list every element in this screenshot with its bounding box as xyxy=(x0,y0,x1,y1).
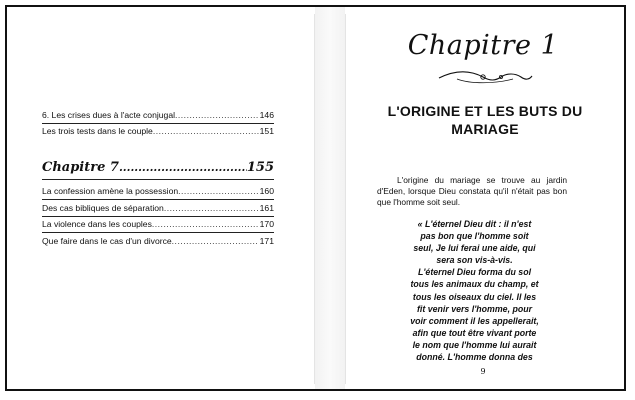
toc-divider xyxy=(42,199,274,200)
toc-leader xyxy=(119,161,247,174)
quote-line: fit venir vers l'homme, pour xyxy=(416,303,532,314)
section-title-line: MARIAGE xyxy=(451,121,519,137)
toc-leader xyxy=(172,236,259,247)
toc-entry-title: Les trois tests dans le couple xyxy=(42,126,153,136)
toc-entry-title: La confession amène la possession xyxy=(42,186,179,196)
quote-line: L'éternel Dieu forma du sol xyxy=(417,267,532,278)
toc-leader xyxy=(152,219,259,230)
toc-divider xyxy=(42,179,274,180)
toc-entry xyxy=(42,186,274,197)
quote-line: pas bon que l'homme soit xyxy=(420,231,529,242)
toc-entry-page: 151 xyxy=(259,126,274,136)
toc-entry xyxy=(42,126,274,137)
toc-entry-page: 170 xyxy=(259,219,274,229)
quote-line: tous les animaux du champ, et xyxy=(410,279,539,290)
toc-entry-page: 161 xyxy=(259,203,274,213)
ornament-flourish xyxy=(435,68,535,86)
toc-divider xyxy=(42,123,274,124)
toc-chapter-page: 155 xyxy=(246,160,274,175)
toc-leader xyxy=(164,203,259,214)
toc-entry-page: 160 xyxy=(259,186,274,196)
toc-leader xyxy=(175,110,259,121)
quote-line: seul, Je lui ferai une aide, qui xyxy=(413,243,536,254)
bible-quote xyxy=(372,218,577,363)
toc-entry-title: Que faire dans le cas d'un divorce xyxy=(42,236,172,246)
toc-divider xyxy=(42,232,274,233)
toc-divider xyxy=(42,216,274,217)
quote-line: le nom que l'homme lui aurait xyxy=(412,339,537,350)
section-title-line: L'ORIGINE ET LES BUTS DU xyxy=(387,103,583,119)
section-title xyxy=(360,102,610,138)
book-gutter xyxy=(315,7,345,389)
intro-paragraph: L'origine du mariage se trouve au jardin d'Eden, lorsque Dieu constata qu'il n'était pas bon que l'homme soit seul. xyxy=(377,175,567,207)
page-number: 9 xyxy=(480,367,486,376)
toc-entry-title: 6. Les crises dues à l'acte conjugal xyxy=(42,110,176,120)
toc-entry-title: Des cas bibliques de séparation xyxy=(42,203,164,213)
toc-entry-page: 171 xyxy=(259,236,274,246)
quote-line: donné. L'homme donna des xyxy=(416,352,533,363)
quote-line: sera son vis-à-vis. xyxy=(436,255,513,266)
toc-chapter-7 xyxy=(42,160,274,175)
toc-entry xyxy=(42,203,274,214)
quote-line: « L'éternel Dieu dit : il n'est xyxy=(417,219,532,229)
quote-line: voir comment il les appellerait, xyxy=(410,315,539,326)
toc-leader xyxy=(153,126,259,137)
quote-line: afin que tout être vivant porte xyxy=(412,327,537,338)
toc-leader xyxy=(178,186,259,197)
toc-chapter-title: Chapitre 7 xyxy=(42,160,119,175)
toc-entry-title: La violence dans les couples xyxy=(42,219,152,229)
toc-entry xyxy=(42,236,274,247)
toc-entry xyxy=(42,110,274,121)
toc-entry xyxy=(42,219,274,230)
chapter-heading: Chapitre 1 xyxy=(407,30,559,61)
toc-entry-page: 146 xyxy=(259,110,274,120)
quote-line: tous les oiseaux du ciel. Il les xyxy=(412,291,537,302)
